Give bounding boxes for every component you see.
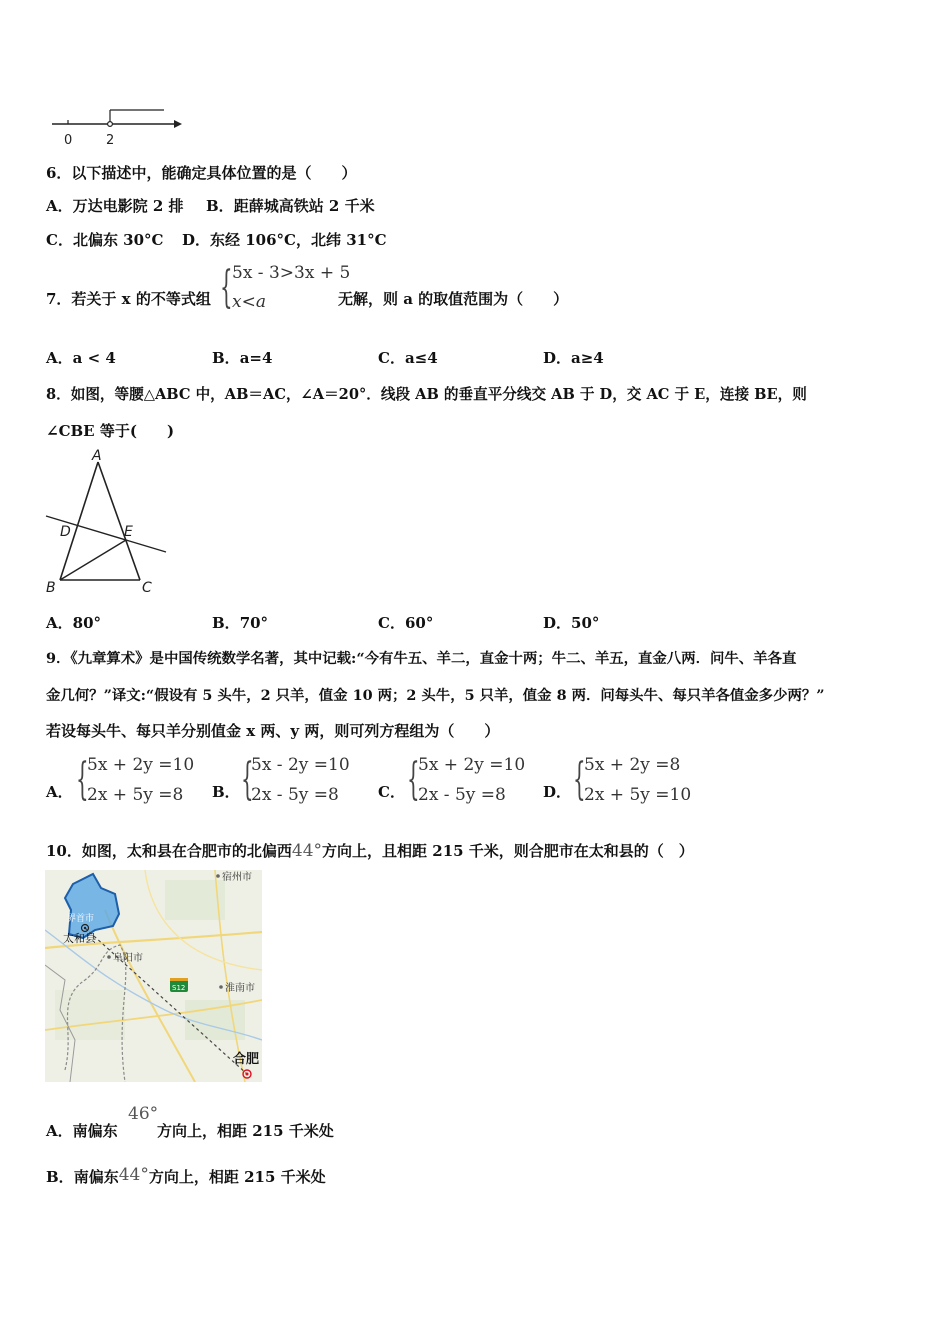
q9-option-b-brace: { bbox=[241, 754, 254, 805]
q10-option-b-pre: 南偏东 bbox=[73, 1168, 119, 1186]
q8-option-c bbox=[378, 612, 433, 633]
q8-option-c-text: 60° bbox=[404, 614, 434, 632]
q6-option-c-key: C． bbox=[46, 231, 73, 249]
q7-option-c-text: a≤4 bbox=[404, 349, 438, 367]
map-patch bbox=[55, 990, 125, 1040]
map-label-jieshou: 界首市 bbox=[67, 914, 95, 924]
q7-option-c-key: C． bbox=[378, 349, 405, 367]
q9-option-c-brace: { bbox=[407, 754, 420, 805]
q6-option-b bbox=[206, 195, 375, 216]
map-label-suzhou: 宿州市 bbox=[222, 872, 252, 883]
number-line-label-2: 2 bbox=[106, 133, 115, 148]
q7-system-eq2: x<a bbox=[232, 292, 266, 312]
q10-option-a bbox=[46, 1120, 118, 1141]
label-a: A bbox=[92, 448, 102, 464]
q6-option-b-key: B． bbox=[206, 197, 234, 215]
q10-option-a-post: 方向上，相距 215 千米处 bbox=[157, 1122, 334, 1140]
q7-option-a-key: A． bbox=[46, 349, 73, 367]
q7-option-d bbox=[543, 347, 604, 368]
label-e: E bbox=[124, 524, 133, 540]
triangle-side-ab bbox=[60, 462, 98, 580]
q8-option-b-key: B． bbox=[212, 614, 240, 632]
map-figure bbox=[45, 870, 262, 1082]
triangle-side-ac bbox=[98, 462, 140, 580]
q6-option-b-text: 距薛城高铁站 2 千米 bbox=[233, 197, 375, 215]
q7-option-d-key: D． bbox=[543, 349, 572, 367]
q9-option-a-key: A． bbox=[46, 783, 73, 801]
q10-option-b bbox=[46, 1166, 326, 1187]
q8-option-a-text: 80° bbox=[72, 614, 102, 632]
q9-stem-line1: 9．《九章算术》是中国传统数学名著，其中记载:“今有牛五、羊二，直金十两；牛二、羊五，直金八两．问牛、羊各直 bbox=[46, 650, 797, 667]
q9-option-d-eq2: 2x + 5y =10 bbox=[584, 785, 692, 805]
map-label-fuyang: 阜阳市 bbox=[113, 953, 143, 964]
map-label-hefei: 合肥 bbox=[233, 1052, 260, 1067]
q6-option-c-text: 北偏东 30°C bbox=[72, 231, 164, 249]
label-b: B bbox=[46, 580, 56, 596]
q10-stem bbox=[46, 840, 694, 861]
q9-option-c-eq2: 2x - 5y =8 bbox=[418, 785, 506, 805]
hefei-marker-dot bbox=[246, 1073, 249, 1076]
q8-option-a-key: A． bbox=[46, 614, 73, 632]
q9-option-a-eq2: 2x + 5y =8 bbox=[87, 785, 184, 805]
q9-option-d-brace: { bbox=[573, 754, 586, 805]
q10-option-b-key: B． bbox=[46, 1168, 74, 1186]
q10-stem-suffix: 方向上，且相距 215 千米，则合肥市在太和县的（ ） bbox=[322, 842, 694, 860]
fuyang-marker bbox=[107, 955, 111, 959]
q7-option-a-text: a < 4 bbox=[72, 349, 116, 367]
road-shield-top bbox=[170, 978, 188, 981]
q10-stem-angle: 44° bbox=[291, 841, 323, 861]
q7-stem-prefix: 7．若关于 x 的不等式组 bbox=[46, 290, 211, 308]
q7-option-b-text: a=4 bbox=[239, 349, 273, 367]
q6-option-c bbox=[46, 229, 164, 250]
q6-option-d bbox=[182, 229, 387, 250]
q7-option-b-key: B． bbox=[212, 349, 240, 367]
q9-option-a-eq1: 5x + 2y =10 bbox=[87, 755, 195, 775]
q7-option-c bbox=[378, 347, 438, 368]
q10-stem-prefix: 10．如图，太和县在合肥市的北偏西 bbox=[46, 842, 292, 860]
map-label-taihe: 太和县 bbox=[63, 932, 96, 945]
road-shield-label: S12 bbox=[172, 984, 186, 992]
q6-option-a-text: 万达电影院 2 排 bbox=[72, 197, 184, 215]
q7-option-b bbox=[212, 347, 272, 368]
q9-stem-line3: 若设每头牛、每只羊分别值金 x 两、y 两，则可列方程组为（ ） bbox=[46, 722, 500, 740]
q8-option-d-text: 50° bbox=[571, 614, 600, 632]
q7-stem-suffix: 无解，则 a 的取值范围为（ ） bbox=[338, 290, 569, 308]
q7-system-brace: { bbox=[220, 262, 233, 313]
q9-option-c-eq1: 5x + 2y =10 bbox=[418, 755, 526, 775]
q10-option-a-angle: 46° bbox=[128, 1104, 159, 1124]
q8-option-d-key: D． bbox=[543, 614, 572, 632]
q9-option-d-key: D． bbox=[543, 783, 572, 801]
segment-be bbox=[60, 540, 126, 580]
q8-option-d bbox=[543, 612, 599, 633]
q8-option-a bbox=[46, 612, 101, 633]
q9-option-b-eq2: 2x - 5y =8 bbox=[251, 785, 339, 805]
q9-option-b-key: B． bbox=[212, 783, 240, 801]
label-d: D bbox=[60, 524, 71, 540]
q6-option-a-key: A． bbox=[46, 197, 73, 215]
map-label-huainan: 淮南市 bbox=[225, 983, 255, 994]
q9-option-d-eq1: 5x + 2y =8 bbox=[584, 755, 681, 775]
triangle-figure bbox=[44, 448, 170, 596]
number-line-figure bbox=[48, 104, 188, 148]
label-c: C bbox=[142, 580, 152, 596]
q8-option-b bbox=[212, 612, 268, 633]
q9-stem-line2: 金几何？”译文:“假设有 5 头牛，2 只羊，值金 10 两；2 头牛，5 只羊，值金 8 两．问每头牛、每只羊各值金多少两？” bbox=[46, 687, 825, 704]
q6-option-d-key: D． bbox=[182, 231, 211, 249]
q7-option-d-text: a≥4 bbox=[571, 349, 604, 367]
q9-option-c-key: C． bbox=[378, 783, 405, 801]
q6-option-a bbox=[46, 195, 184, 216]
q7-system-eq1: 5x - 3>3x + 5 bbox=[232, 263, 351, 283]
q10-option-b-angle: 44° bbox=[118, 1165, 149, 1185]
taihe-marker-dot bbox=[84, 927, 86, 929]
q9-option-b-eq1: 5x - 2y =10 bbox=[251, 755, 350, 775]
q6-stem: 6．以下描述中，能确定具体位置的是（ ） bbox=[46, 164, 357, 182]
q8-option-c-key: C． bbox=[378, 614, 405, 632]
q7-option-a bbox=[46, 347, 116, 368]
q8-stem-line1: 8．如图，等腰△ABC 中，AB＝AC，∠A＝20°．线段 AB 的垂直平分线交 AB 于 D，交 AC 于 E，连接 BE，则 bbox=[46, 386, 807, 403]
suzhou-marker bbox=[216, 874, 220, 878]
huainan-marker bbox=[219, 985, 223, 989]
q10-option-b-post: 方向上，相距 215 千米处 bbox=[148, 1168, 326, 1186]
q8-option-b-text: 70° bbox=[239, 614, 269, 632]
number-line-label-0: 0 bbox=[64, 133, 73, 148]
q8-stem-line2: ∠CBE 等于( ) bbox=[46, 422, 175, 440]
q10-option-a-pre: 南偏东 bbox=[72, 1122, 118, 1140]
q10-option-a-key: A． bbox=[46, 1122, 73, 1140]
q6-option-d-text: 东经 106°C，北纬 31°C bbox=[210, 231, 387, 249]
q9-option-a-brace: { bbox=[76, 754, 89, 805]
